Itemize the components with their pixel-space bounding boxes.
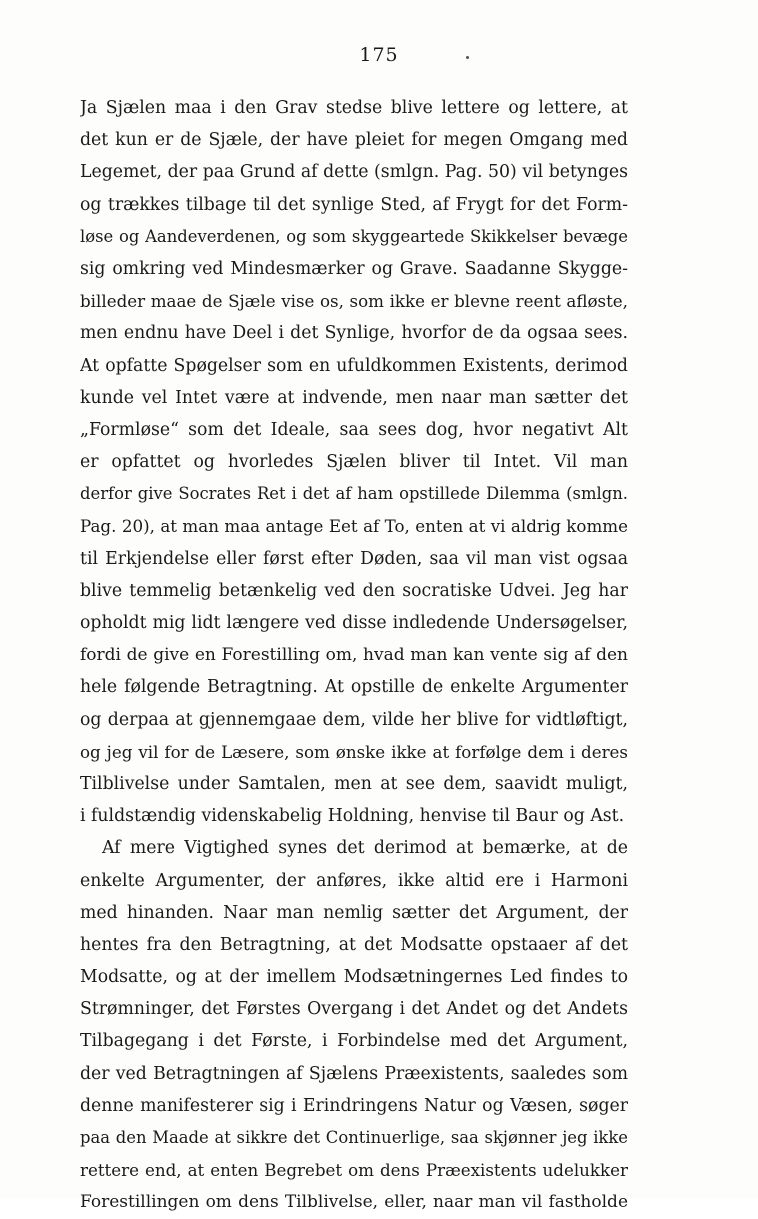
body-text — [80, 92, 628, 1219]
text-line: derfor give Socrates Ret i det af ham opstillede Dilemma (smlgn. — [80, 484, 628, 504]
text-line: At opfatte Spøgelser som en ufuldkommen Existents, derimod — [80, 355, 628, 376]
text-line: Forestillingen om dens Tilblivelse, eller, naar man vil fastholde — [80, 1192, 628, 1213]
text-line: det kun er de Sjæle, der have pleiet for megen Omgang med — [80, 130, 628, 151]
text-line: Strømninger, det Førstes Overgang i det Andet og det Andets — [80, 999, 628, 1020]
text-line: paa den Maade at sikkre det Continuerlige, saa skjønner jeg ikke — [80, 1128, 628, 1147]
text-line: Ja Sjælen maa i den Grav stedse blive lettere og lettere, at — [80, 98, 628, 118]
text-line: „Formløse“ som det Ideale, saa sees dog, hvor negativt Alt — [80, 419, 628, 440]
text-line: løse og Aandeverdenen, og som skyggeartede Skikkelser bevæge — [80, 226, 628, 246]
text-line: der ved Betragtningen af Sjælens Præexistents, saaledes som — [80, 1063, 628, 1084]
text-line: med hinanden. Naar man nemlig sætter det Argument, der — [80, 902, 628, 923]
paragraph-start-line: Af mere Vigtighed synes det derimod at bemærke, at de — [102, 838, 628, 859]
text-line: Modsatte, og at der imellem Modsætningernes Led findes to — [80, 967, 628, 988]
page-mark — [466, 56, 469, 59]
text-line: Tilblivelse under Samtalen, men at see dem, saavidt muligt, — [80, 773, 628, 794]
text-line: og trækkes tilbage til det synlige Sted, af Frygt for det Form- — [80, 194, 628, 215]
text-line: sig omkring ved Mindesmærker og Grave. Saadanne Skygge- — [80, 258, 628, 279]
text-line: denne manifesterer sig i Erindringens Natur og Væsen, søger — [80, 1095, 628, 1116]
text-line: Tilbagegang i det Første, i Forbindelse med det Argument, — [80, 1031, 628, 1052]
text-line: hentes fra den Betragtning, at det Modsatte opstaaer af det — [80, 934, 628, 955]
text-line: og derpaa at gjennemgaae dem, vilde her blive for vidtløftigt, — [80, 709, 628, 730]
text-line: men endnu have Deel i det Synlige, hvorfor de da ogsaa sees. — [80, 323, 628, 344]
text-line: fordi de give en Forestilling om, hvad man kan vente sig af den — [80, 645, 628, 666]
paragraph-end-line: i fuldstændig videnskabelig Holdning, henvise til Baur og Ast. — [80, 806, 625, 827]
text-line: kunde vel Intet være at indvende, men naar man sætter det — [80, 387, 628, 408]
text-line: hele følgende Betragtning. At opstille de enkelte Argumenter — [80, 677, 628, 698]
text-line: og jeg vil for de Læsere, som ønske ikke at forfølge dem i deres — [80, 741, 628, 762]
text-line: er opfattet og hvorledes Sjælen bliver til Intet. Vil man — [80, 452, 628, 473]
text-line: opholdt mig lidt længere ved disse indledende Undersøgelser, — [80, 613, 628, 633]
text-line: til Erkjendelse eller først efter Døden, saa vil man vist ogsaa — [80, 548, 628, 569]
text-line: Legemet, der paa Grund af dette (smlgn. Pag. 50) vil betynges — [80, 162, 628, 183]
text-line: rettere end, at enten Begrebet om dens Præexistents udelukker — [80, 1160, 628, 1181]
text-line: enkelte Argumenter, der anføres, ikke altid ere i Harmoni — [80, 870, 628, 891]
text-line: blive temmelig betænkelig ved den socratiske Udvei. Jeg har — [80, 580, 628, 601]
text-line: Pag. 20), at man maa antage Eet af To, enten at vi aldrig komme — [80, 516, 628, 537]
text-line: billeder maae de Sjæle vise os, som ikke er blevne reent afløste, — [80, 291, 628, 312]
page-number: 175 — [359, 44, 399, 66]
